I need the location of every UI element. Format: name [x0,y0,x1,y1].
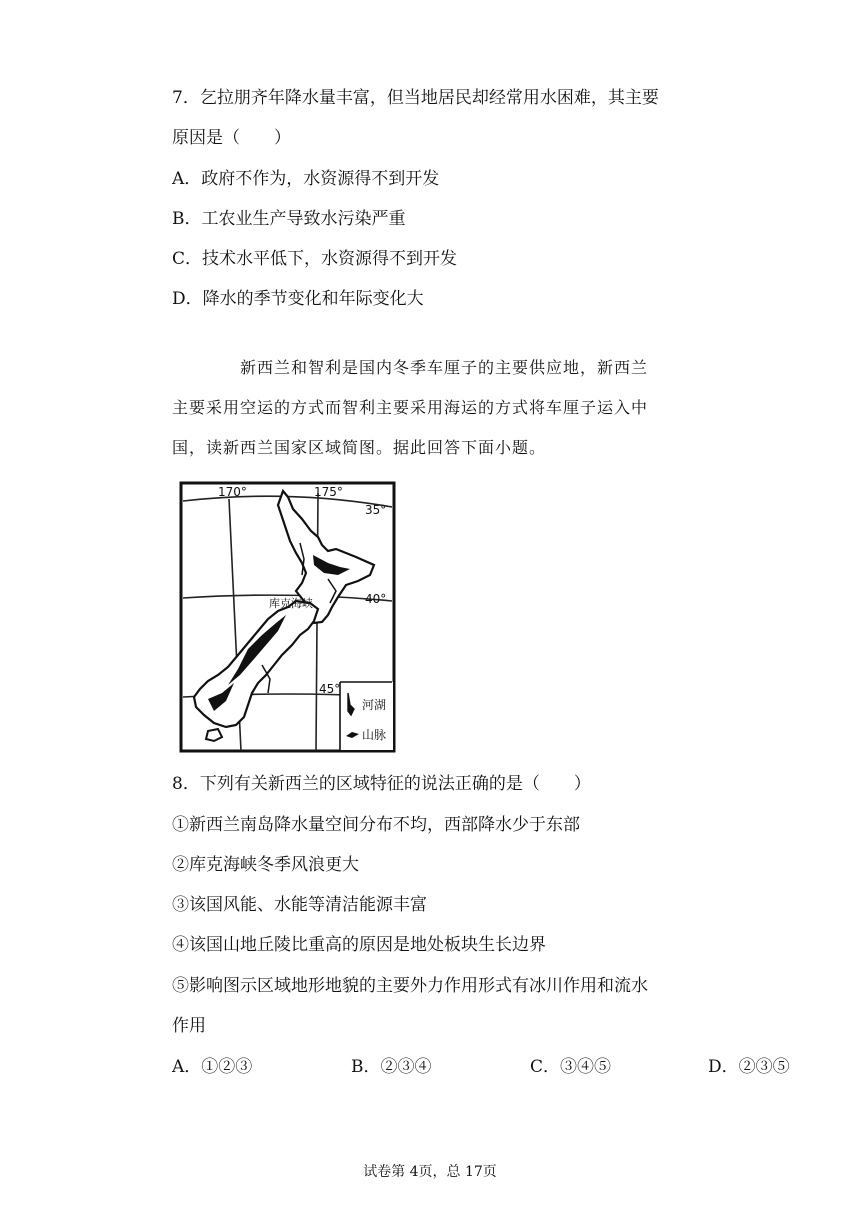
q7-option-c: C．技术水平低下，水资源得不到开发 [172,249,458,269]
q8-stem: 8．下列有关新西兰的区域特征的说法正确的是（ ） [172,774,591,794]
cook-strait-label: 库克海峡 [269,597,313,610]
lat-45-label: 45° [319,682,341,696]
lon-175-label: 175° [314,485,343,499]
q8-choice-b: B．②③④ [351,1057,432,1077]
q8-choice-d: D．②③⑤ [708,1057,790,1077]
q8-statement-2: ②库克海峡冬季风浪更大 [172,855,359,875]
passage-line1: 新西兰和智利是国内冬季车厘子的主要供应地，新西兰 [240,358,649,377]
q8-choice-c: C．③④⑤ [530,1057,612,1077]
new-zealand-map [178,479,398,754]
passage-line3: 国，读新西兰国家区域简图。据此回答下面小题。 [172,438,547,457]
q8-statement-1: ①新西兰南岛降水量空间分布不均，西部降水少于东部 [172,815,580,835]
q8-choice-a: A．①②③ [172,1057,253,1077]
q8-statement-3: ③该国风能、水能等清洁能源丰富 [172,895,427,915]
q7-option-a: A．政府不作为，水资源得不到开发 [172,169,440,189]
q8-statement-5-cont: 作用 [172,1016,206,1036]
legend-river-lake: 河湖 [362,698,387,712]
q7-option-b: B．工农业生产导致水污染严重 [172,209,406,229]
passage-line2: 主要采用空运的方式而智利主要采用海运的方式将车厘子运入中 [172,398,649,417]
lat-40-label: 40° [365,592,387,606]
lat-35-label: 35° [365,503,387,517]
legend-mountain: 山脉 [362,728,387,742]
page-footer: 试卷第 4页，总 17页 [363,1164,497,1180]
q7-stem-line1: 7．乞拉朋齐年降水量丰富，但当地居民却经常用水困难，其主要 [172,88,659,108]
q8-statement-5: ⑤影响图示区域地形地貌的主要外力作用形式有冰川作用和流水 [172,976,648,996]
stewart-island [206,729,222,741]
lon-170-label: 170° [218,485,247,499]
q7-option-d: D．降水的季节变化和年际变化大 [172,289,424,309]
q7-stem-line2: 原因是（ ） [172,128,291,148]
q8-statement-4: ④该国山地丘陵比重高的原因是地处板块生长边界 [172,935,546,955]
